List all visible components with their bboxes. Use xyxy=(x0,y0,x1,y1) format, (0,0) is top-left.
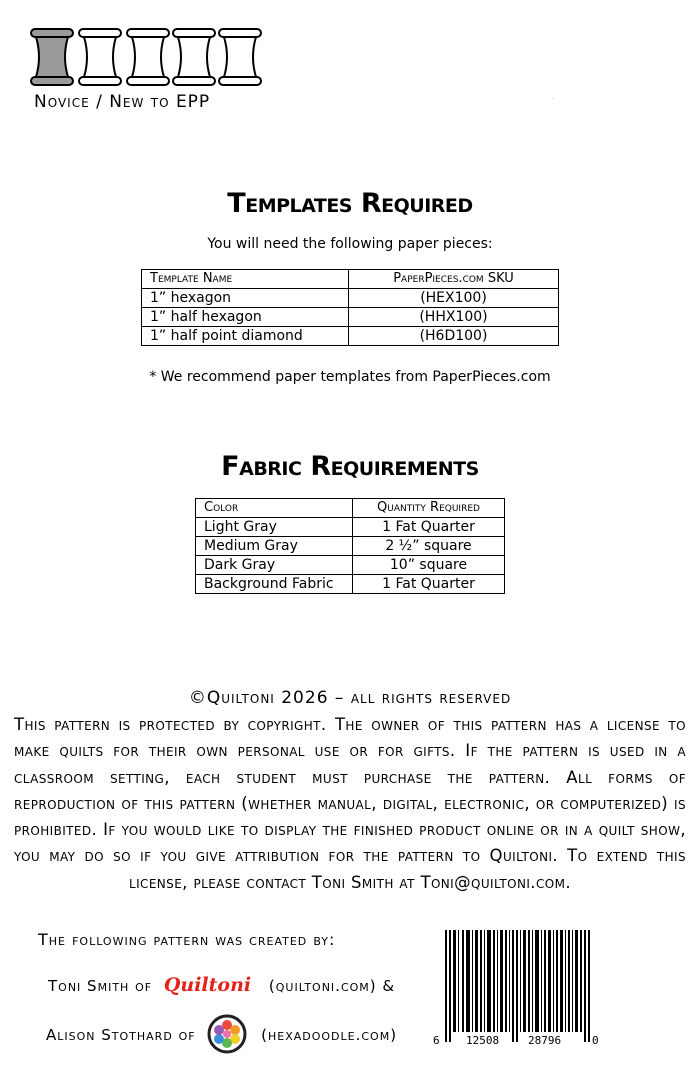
fabric-color: Dark Gray xyxy=(196,556,353,575)
barcode-digit: 6 xyxy=(433,1034,440,1047)
table-row xyxy=(196,556,505,575)
template-sku: (H6D100) xyxy=(349,327,559,346)
fabric-color: Light Gray xyxy=(196,518,353,537)
spool-icon xyxy=(78,28,122,86)
template-name: 1” half point diamond xyxy=(142,327,349,346)
table-row xyxy=(142,327,559,346)
spool-icon xyxy=(218,28,262,86)
table-row xyxy=(196,575,505,594)
fabric-title: Fabric Requirements xyxy=(221,451,479,482)
barcode-digit: 0 xyxy=(592,1034,599,1047)
copyright-body: This pattern is protected by copyright. The owner of this pattern has a license to make quilts for their own personal use or for gifts. If the pattern is used in a classroom setting, each student must purchase the pattern. All forms of reproduction of this pattern (whether manual, digital, electronic, or computerized) is prohibited. If you would like to display the finished product online or in a quilt show, you may do so if you give attribution for the pattern to Quiltoni. To extend this license, please contact Toni Smith at Toni@quiltoni.com. xyxy=(14,715,686,892)
fabric-quantity: 10” square xyxy=(353,556,505,575)
templates-title: Templates Required xyxy=(227,188,473,219)
fabric-table xyxy=(195,498,505,594)
table-header-row xyxy=(196,499,505,518)
credit-prefix: Toni Smith of xyxy=(48,977,153,995)
spool-icon xyxy=(126,28,170,86)
header-template-name: Template Name xyxy=(142,270,349,289)
barcode xyxy=(431,930,601,1052)
template-name: 1” hexagon xyxy=(142,289,349,308)
template-sku: (HHX100) xyxy=(349,308,559,327)
header-quantity: Quantity Required xyxy=(353,499,505,518)
templates-intro: You will need the following paper pieces: xyxy=(207,236,493,252)
fabric-quantity: 2 ½” square xyxy=(353,537,505,556)
credits-title: The following pattern was created by: xyxy=(38,930,336,949)
hexadoodle-flower-icon xyxy=(207,1014,247,1054)
spool-icon xyxy=(172,28,216,86)
barcode-digit: 12508 xyxy=(466,1034,500,1047)
copyright-title: ©Quiltoni 2026 – all rights reserved xyxy=(188,688,512,708)
credit-toni xyxy=(48,974,395,996)
spool-icon xyxy=(30,28,74,86)
skill-level-label: Novice / New to EPP xyxy=(34,92,211,112)
quiltoni-logo: Quiltoni xyxy=(163,974,252,996)
stray-mark: · xyxy=(552,96,554,103)
credit-prefix: Alison Stothard of xyxy=(46,1026,196,1044)
template-name: 1” half hexagon xyxy=(142,308,349,327)
table-header-row xyxy=(142,270,559,289)
fabric-color: Background Fabric xyxy=(196,575,353,594)
header-color: Color xyxy=(196,499,353,518)
credit-site[interactable]: (hexadoodle.com) xyxy=(261,1026,398,1044)
table-row xyxy=(142,308,559,327)
table-row xyxy=(142,289,559,308)
credit-site[interactable]: (quiltoni.com) & xyxy=(268,977,396,995)
table-row xyxy=(196,518,505,537)
template-sku: (HEX100) xyxy=(349,289,559,308)
header-sku: PaperPieces.com SKU xyxy=(349,270,559,289)
table-row xyxy=(196,537,505,556)
fabric-quantity: 1 Fat Quarter xyxy=(353,575,505,594)
templates-note: * We recommend paper templates from PaperPieces.com xyxy=(149,369,551,385)
credit-alison xyxy=(46,1026,397,1044)
skill-level-spools xyxy=(30,28,260,86)
fabric-quantity: 1 Fat Quarter xyxy=(353,518,505,537)
templates-table xyxy=(141,269,559,346)
fabric-color: Medium Gray xyxy=(196,537,353,556)
barcode-digit: 28796 xyxy=(528,1034,562,1047)
